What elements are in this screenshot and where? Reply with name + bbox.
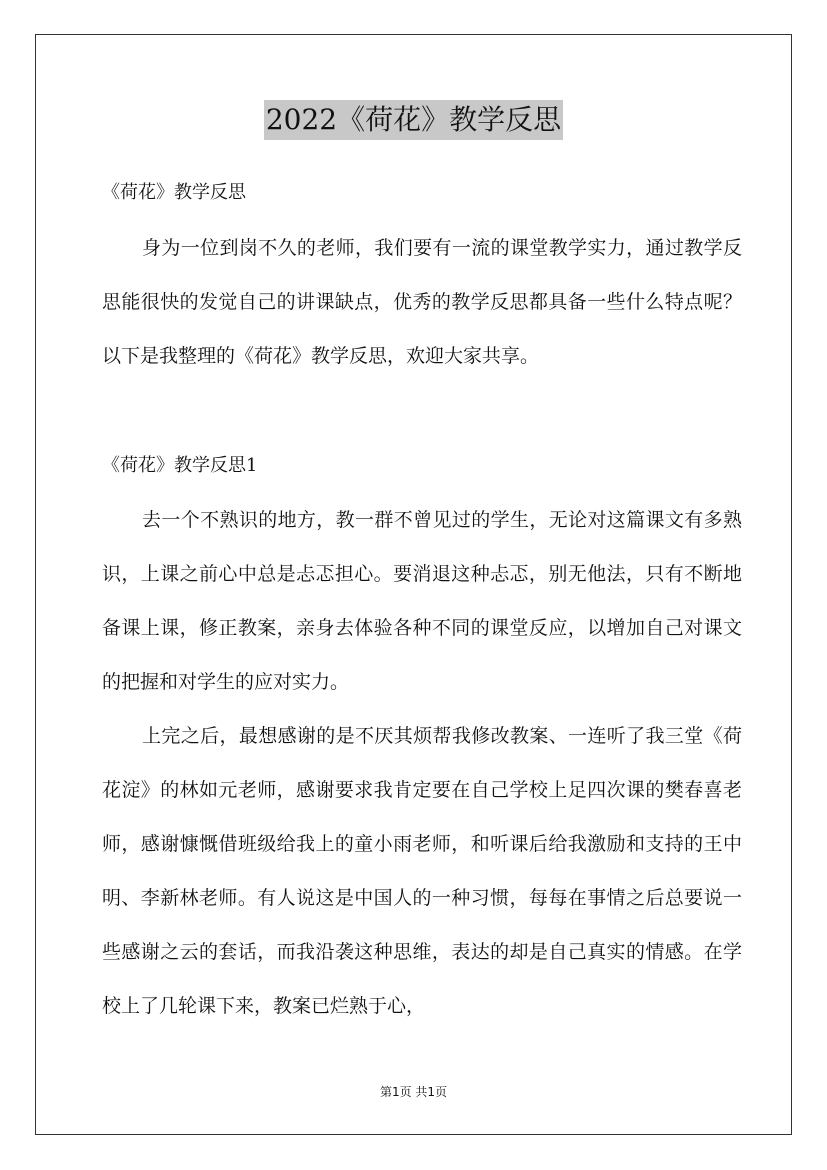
section1-paragraph-1: 去一个不熟识的地方，教一群不曾见过的学生，无论对这篇课文有多熟识，上课之前心中总是忐忑担心。要消退这种忐忑，别无他法，只有不断地备课上课，修正教案，亲身去体验各种不同的课堂反应，以增加自己对课文的把握和对学生的应对实力。 (102, 509, 742, 693)
section1-paragraph-2: 上完之后，最想感谢的是不厌其烦帮我修改教案、一连听了我三堂《荷花淀》的林如元老师，感谢要求我肯定要在自己学校上足四次课的樊春喜老师，感谢慷慨借班级给我上的童小雨老师，和听课后给我激励和支持的王中明、李新林老师。有人说这是中国人的一种习惯，每每在事情之后总要说一些感谢之云的套话，而我沿袭这种思维，表达的却是自己真实的情感。在学校上了几轮课下来，教案已烂熟于心， (102, 725, 742, 1017)
intro-heading: 《荷花》教学反思 (102, 182, 246, 203)
document-title: 2022《荷花》教学反思 (264, 100, 563, 140)
intro-paragraph: 身为一位到岗不久的老师，我们要有一流的课堂教学实力，通过教学反思能很快的发觉自己的讲课缺点，优秀的教学反思都具备一些什么特点呢？以下是我整理的《荷花》教学反思，欢迎大家共享。 (102, 237, 742, 367)
title-wrap (0, 100, 827, 140)
page-footer: 第1页 共1页 (379, 1085, 448, 1099)
section1-heading: 《荷花》教学反思1 (102, 455, 258, 476)
